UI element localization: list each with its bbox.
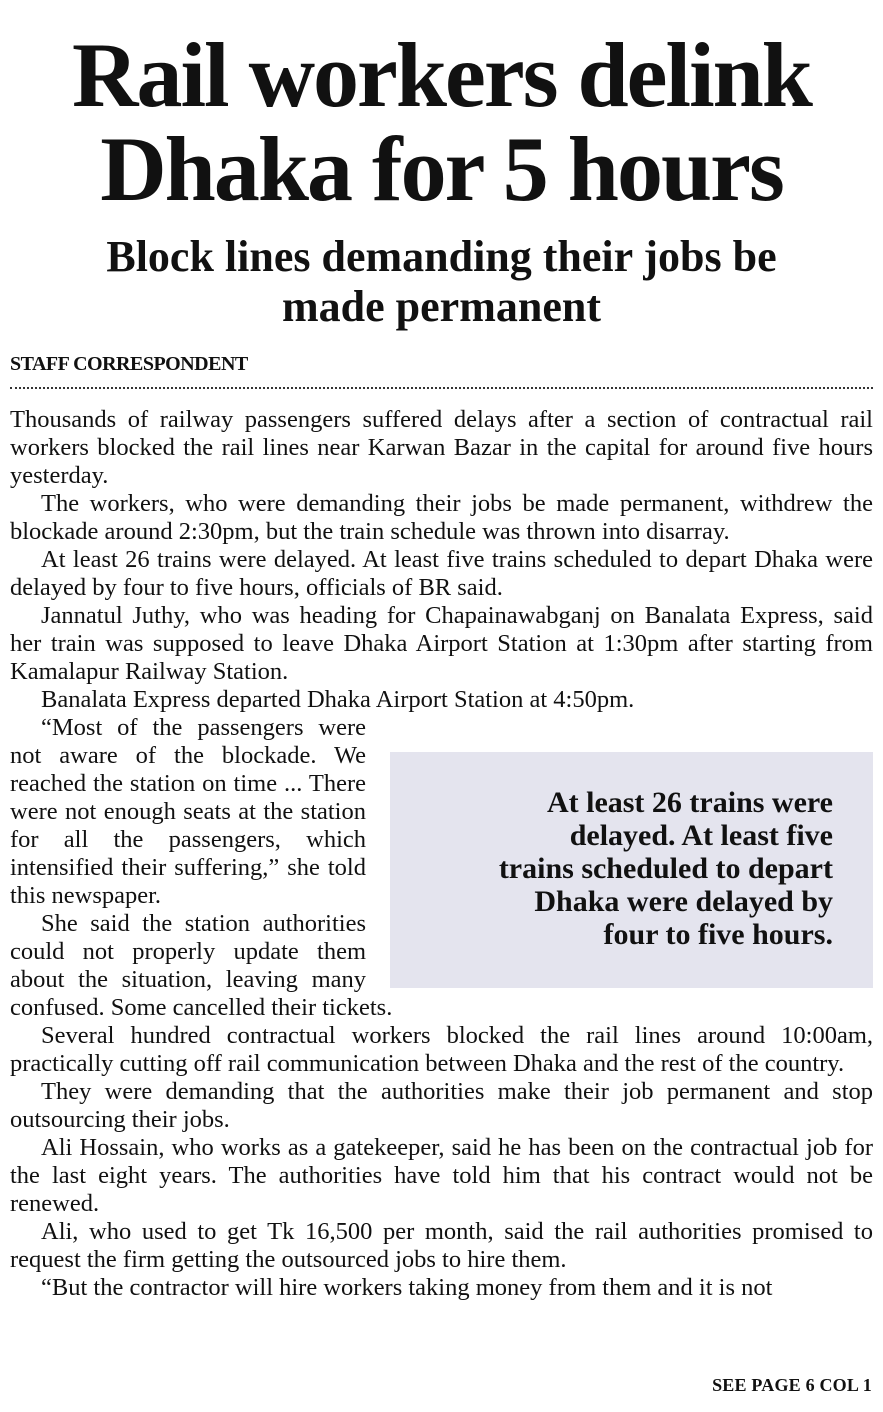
pull-quote-line: four to five hours. bbox=[603, 918, 833, 951]
headline-line-1: Rail workers delink bbox=[72, 24, 811, 126]
headline bbox=[0, 24, 883, 220]
byline: STAFF CORRESPONDENT bbox=[10, 353, 248, 375]
article-paragraph: Ali, who used to get Tk 16,500 per month, said the rail authorities promised to request the firm getting the outsourced jobs to hire them. bbox=[10, 1218, 873, 1273]
pull-quote-line: At least 26 trains were bbox=[546, 786, 833, 819]
subheadline bbox=[0, 232, 883, 332]
article-paragraph: Several hundred contractual workers blocked the rail lines around 10:00am, practically cutting off rail communication between Dhaka and the rest of the country. bbox=[10, 1022, 873, 1077]
article-paragraph: She said the station authorities could not properly update them about the situation, leaving many confused. Some cancelled their tickets. bbox=[10, 910, 393, 1021]
article-paragraph: Ali Hossain, who works as a gatekeeper, said he has been on the contractual job for the last eight years. The authorities have told him that his contract would not be renewed. bbox=[10, 1134, 873, 1217]
continued-on-page-link[interactable]: SEE PAGE 6 COL 1 bbox=[712, 1375, 872, 1395]
article-paragraph: Banalata Express departed Dhaka Airport Station at 4:50pm. bbox=[41, 686, 635, 713]
article-paragraph: They were demanding that the authorities make their job permanent and stop outsourcing their jobs. bbox=[10, 1078, 873, 1133]
article-paragraph: At least 26 trains were delayed. At least five trains scheduled to depart Dhaka were delayed by four to five hours, officials of BR said. bbox=[10, 546, 873, 601]
pull-quote-line: Dhaka were delayed by bbox=[534, 885, 833, 918]
pull-quote-box bbox=[390, 752, 873, 988]
dotted-divider bbox=[10, 387, 873, 389]
headline-line-2: Dhaka for 5 hours bbox=[100, 118, 783, 220]
pull-quote-line: delayed. At least five bbox=[569, 819, 833, 852]
article-paragraph: “Most of the passengers were not aware of the blockade. We reached the station on time ... There were not enough seats at the station for all the passengers, which intensified their suffering,” she told this newspaper. bbox=[10, 714, 366, 909]
subheadline-line-2: made permanent bbox=[282, 282, 601, 331]
article-body bbox=[10, 406, 873, 1302]
subheadline-line-1: Block lines demanding their jobs be bbox=[106, 232, 777, 281]
article-paragraph: Jannatul Juthy, who was heading for Chapainawabganj on Banalata Express, said her train was supposed to leave Dhaka Airport Station at 1:30pm after starting from Kamalapur Railway Station. bbox=[10, 602, 873, 685]
pull-quote-line: trains scheduled to depart bbox=[498, 852, 833, 885]
article-paragraph: The workers, who were demanding their jobs be made permanent, withdrew the blockade around 2:30pm, but the train schedule was thrown into disarray. bbox=[10, 490, 873, 545]
article-paragraph: Thousands of railway passengers suffered delays after a section of contractual rail workers blocked the rail lines near Karwan Bazar in the capital for around five hours yesterday. bbox=[10, 406, 873, 489]
article-paragraph: “But the contractor will hire workers taking money from them and it is not bbox=[41, 1274, 773, 1301]
